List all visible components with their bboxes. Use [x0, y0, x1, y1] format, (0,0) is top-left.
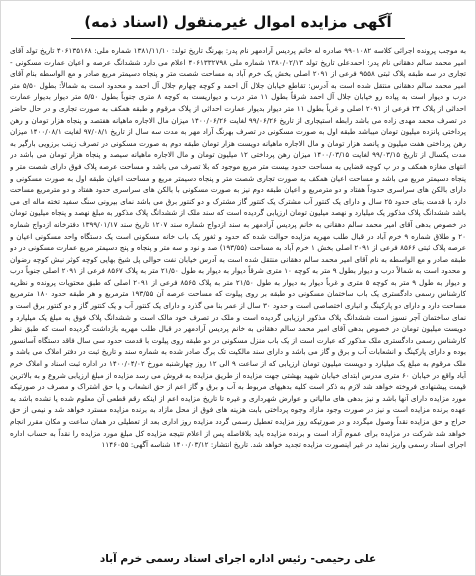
title-divider [71, 38, 405, 39]
notice-body: به موجب پرونده اجرائی کلاسه ۹۹۰۱۰۸۲ صادره له خانم پردیس آرادمهر نام پدر: بهرنگ تاریخ تولد: ۱۳۸۱/۱۱/۱۰ شماره ملی: ۴۰۶۱۳۵۱۶۸ تاریخ تولد آقای امیر محمد سالم دهقانی نام پدر: احمدعلی تاریخ تولد ۱۳۸۰/۰۲/۱۳ شماره ملی ۴۰۶۱۳۳۲۷۹۸ اعلام می دارد ششدانگ عرصه و اعیان عمارت مسکونی - تجاری در سه طبقه پلاک ثبتی ۹۵۵۸ فرعی از ۲۰۹۱ اصلی بخش یک خرم آباد به مساحت شصت متر و پنجاه دسیمتر مربع صادر و مع الواسطه بنام آقای امیر محمد سالم دهقانی منتقل شده است به آدرس: تقاطع خیابان جلال آل احمد و کوچه چهارم جلال آل احمد و محدود است به شمالاً: بطول ۵/۵۰ متر درب و دیوار است به پیاده رو خیابان جلال آل احمد شرقاً بطول ۱۱ متر درب و دیواریست به کوچه ۸ متری جنوباً بطول ۵/۵۰ متر دیوار بدیوار عمارت احداثی از پلاک ۲۴ فرعی از ۲۰۹۱ اصلی و غرباً بطول ۱۱ متر دیوار بدیوار عمارت احداثی از پلاک مرقوم و طبقه همکف به صورت تجاری و در حال حاضر در تصرف محمد مهدی زاده می باشد رابطه استیجاری از تاریخ ۹۹/۰۶/۲۶ لغایت ۱۴۰۰/۰۶/۲۶ میزان مال الاجاره ماهیانه هفتصد و پنجاه هزار تومان و رهن پرداختی پانزده میلیون تومان میباشد طبقه اول به صورت مسکونی در تصرف بهرنگ آراد مهر به مدت سه سال از تاریخ ۹۷/۰۸/۱ لغایت ۱۴۰۰/۰۸/۱ میزان رهن پرداختی هفت میلیون و پانصد هزار تومان و مال الاجاره ماهیانه دویست هزار تومان طبقه دوم به صورت مسکونی در تصرف زینب برزویی بارگیر به مدت یکسال از تاریخ ۹۹/۰۳/۱۵ لغایت ۱۴۰۰/۰۳/۱۵ میزان رهن پرداختی ۱۲ میلیون تومان و مال الاجاره ماهیانه سیصد و پنجاه هزار تومان می باشد در انتهای مغازه همکف و در پ کوچه قضایی به مساحت حدود بیست متر مربع موجود که بلا تصرف می باشد و مساحت عرصه پلاک فوق دارای شصت متر و پنجاه دسیمتر مربع می باشد و مساحت اعیان همکف به صورت تجاری شصت متر و پنجاه دسیمتر مربع و مساحت اعیان طبقه اول به صورت مسکونی و دارای بالکن های سراسری حدوداً هفتاد و دو مترمربع و اعیان طبقه دوم نیز به صورت مسکونی با بالکن های سراسری حدود هفتاد و دو مترمربع مساحت دارد با قدمت بنای حدود ۲۵ سال و دارای یک کنتور آب مشترک یک کنتور گاز مشترک و دو کنتور برق می باشد نمای بیرونی سنگ سفید تخته ماله ای می باشد ششدانگ پلاک مذکور یک میلیارد و نهصد میلیون تومان ارزیابی گردیده است که سند ملک از ششدانگ پلاک مذکور به مبلغ نهصد و پنجاه میلیون تومان در خصوص بدهی آقای امیر محمد سالم دهقانی به خانم پردیس آرادمهر به سند ازدواج شماره سند ۱۲۰۷ تاریخ سند ۱۳۹۹/۰۱/۱۷ دفترخانه ازدواج شماره ۲۰ و طلاق شماره ۹ خرم آباد در قبال طلب مهریه مزایده حوالت شده که حدود و ثغور یک باب خانه مسکونی است یک دستگاه واحد مسکونی اعیان و عرصه پلاک ثبتی ۸۵۶۶ فرعی از ۲۰۹۱ اصلی بخش ۱ خرم آباد به مساحت (۱۹۳/۵۵) صد و نود و سه متر و پنجاه و پنج دسیمتر مربع عمارت مسکونی در دو طبقه صادر و مع الواسطه به نام آقای امیر محمد سالم دهقانی منتقل شده است به آدرس خیابان نفت حوالی پل شیخ بهایی کوچه کوثر نبش کوچه رضوان و محدود است به شمالاً درب و دیوار بطول ۹ متر به کوچه ۱۰ متری شرقاً دیوار به دیوار به طول ۲۱/۵۰ متر به پلاک ۸۵۶۷ فرعی از ۲۰۹۱ اصلی جنوباً درب و دیوار به طول ۹ متر به کوچه ۵ متری و غرباً دیوار به دیوار به طول ۲۱/۵۰ متر به پلاک ۸۵۶۵ فرعی از ۲۰۹۱ اصلی که طبق محتویات پرونده و نظریه کارشناس رسمی دادگستری یک باب ساختمان مسکونی دو طبقه بر روی پیلوت که مساحت عرصه آن ۱۹۳/۵۵ مترمربع و هر طبقه حدود ۱۸۰ مترمربع مساحت دارد و دارای دو پارکینگ و انباری اختصاصی است و حدود ۳۰ سال از عمر بنا می گذرد و دارای یک کنتور آب و یک کنتور گاز و دو کنتور برق است و نمای ساختمان آجر نسوز است ششدانگ پلاک مذکور ارزیابی گردیده است و ملک در تصرف خود مالک است و ششدانگ پلاک فوق به مبلغ یک میلیارد و دویست میلیون تومان در خصوص بدهی آقای امیر محمد سالم دهقانی به خانم پردیس آرادمهر در قبال طلب مهریه بازداشت گردیده است که طبق نظر کارشناس رسمی دادگستری ملک مذکور که عبارت است از یک باب منزل مسکونی در دو طبقه روی پیلوت با قدمت حدود سی سال فاقد دستگاه آسانسور بوده و دارای پارکینگ و انشعابات آب و برق و گاز می باشد و دارای سند مالکیت تک برگ صادر شده به شماره سند و تاریخ ثبت در دفتر املاک می باشد و ملک مرقوم به مبلغ یک میلیارد و دویست میلیون تومان ارزیابی که از ساعت ۹ الی ۱۲ روز چهارشنبه مورخ ۱۴۰۰/۰۴/۰۲ در اداره ثبت اسناد و املاک خرم آباد واقع در خیابان ۶۰ متری مدرس ابتدای خیابان شهید بهشتی جهت مزایده از طریق مزایده به فروش می رسد مزایده از مبلغ ارزیابی شروع و به بالاترین قیمت پیشنهادی فروخته خواهد شد لازم به ذکر است کلیه بدهیهای مربوط به آب و برق و گاز اعم از حق انشعاب و یا حق اشتراک و مصرف در صورتیکه مورد مزایده دارای آنها باشد و نیز بدهی های مالیاتی و عوارض شهرداری و غیره تا تاریخ مزایده اعم از اینکه رقم قطعی آن معلوم شده یا نشده باشد به عهده برنده مزایده است و نیز در صورت وجود مازاد وجوه پرداختی بابت هزینه های فوق از محل مازاد به برنده مزایده مسترد خواهد شد و نیمی از حق حراج و حق مزایده نقداً وصول میگردد و در صورتیکه روز مزایده تعطیل رسمی گردد مزایده روز اداری بعد از تعطیلی در همان ساعت و مکان مقرر انجام خواهد شد شرکت در مزایده برای عموم آزاد است و برنده مزایده باید بلافاصله پس از اعلام نتیجه مزایده کل مبلغ مورد مزایده را نقداً به حساب اداره اجرای اسناد رسمی واریز نماید در غیر اینصورت مزایده تجدید خواهد شد. تاریخ انتشار: ۱۴۰۰/۰۳/۱۲ شناسه آگهی: ۱۱۴۶۰۵۵ [10, 46, 466, 450]
title-box [9, 7, 467, 37]
notice-title: آگهی مزایده اموال غیرمنقول (اسناد ذمه) [84, 13, 392, 31]
signature-box [9, 549, 467, 569]
notice-signature: علی رحیمی- رئیس اداره اجرای اسناد رسمی خرم آباد [99, 553, 377, 565]
